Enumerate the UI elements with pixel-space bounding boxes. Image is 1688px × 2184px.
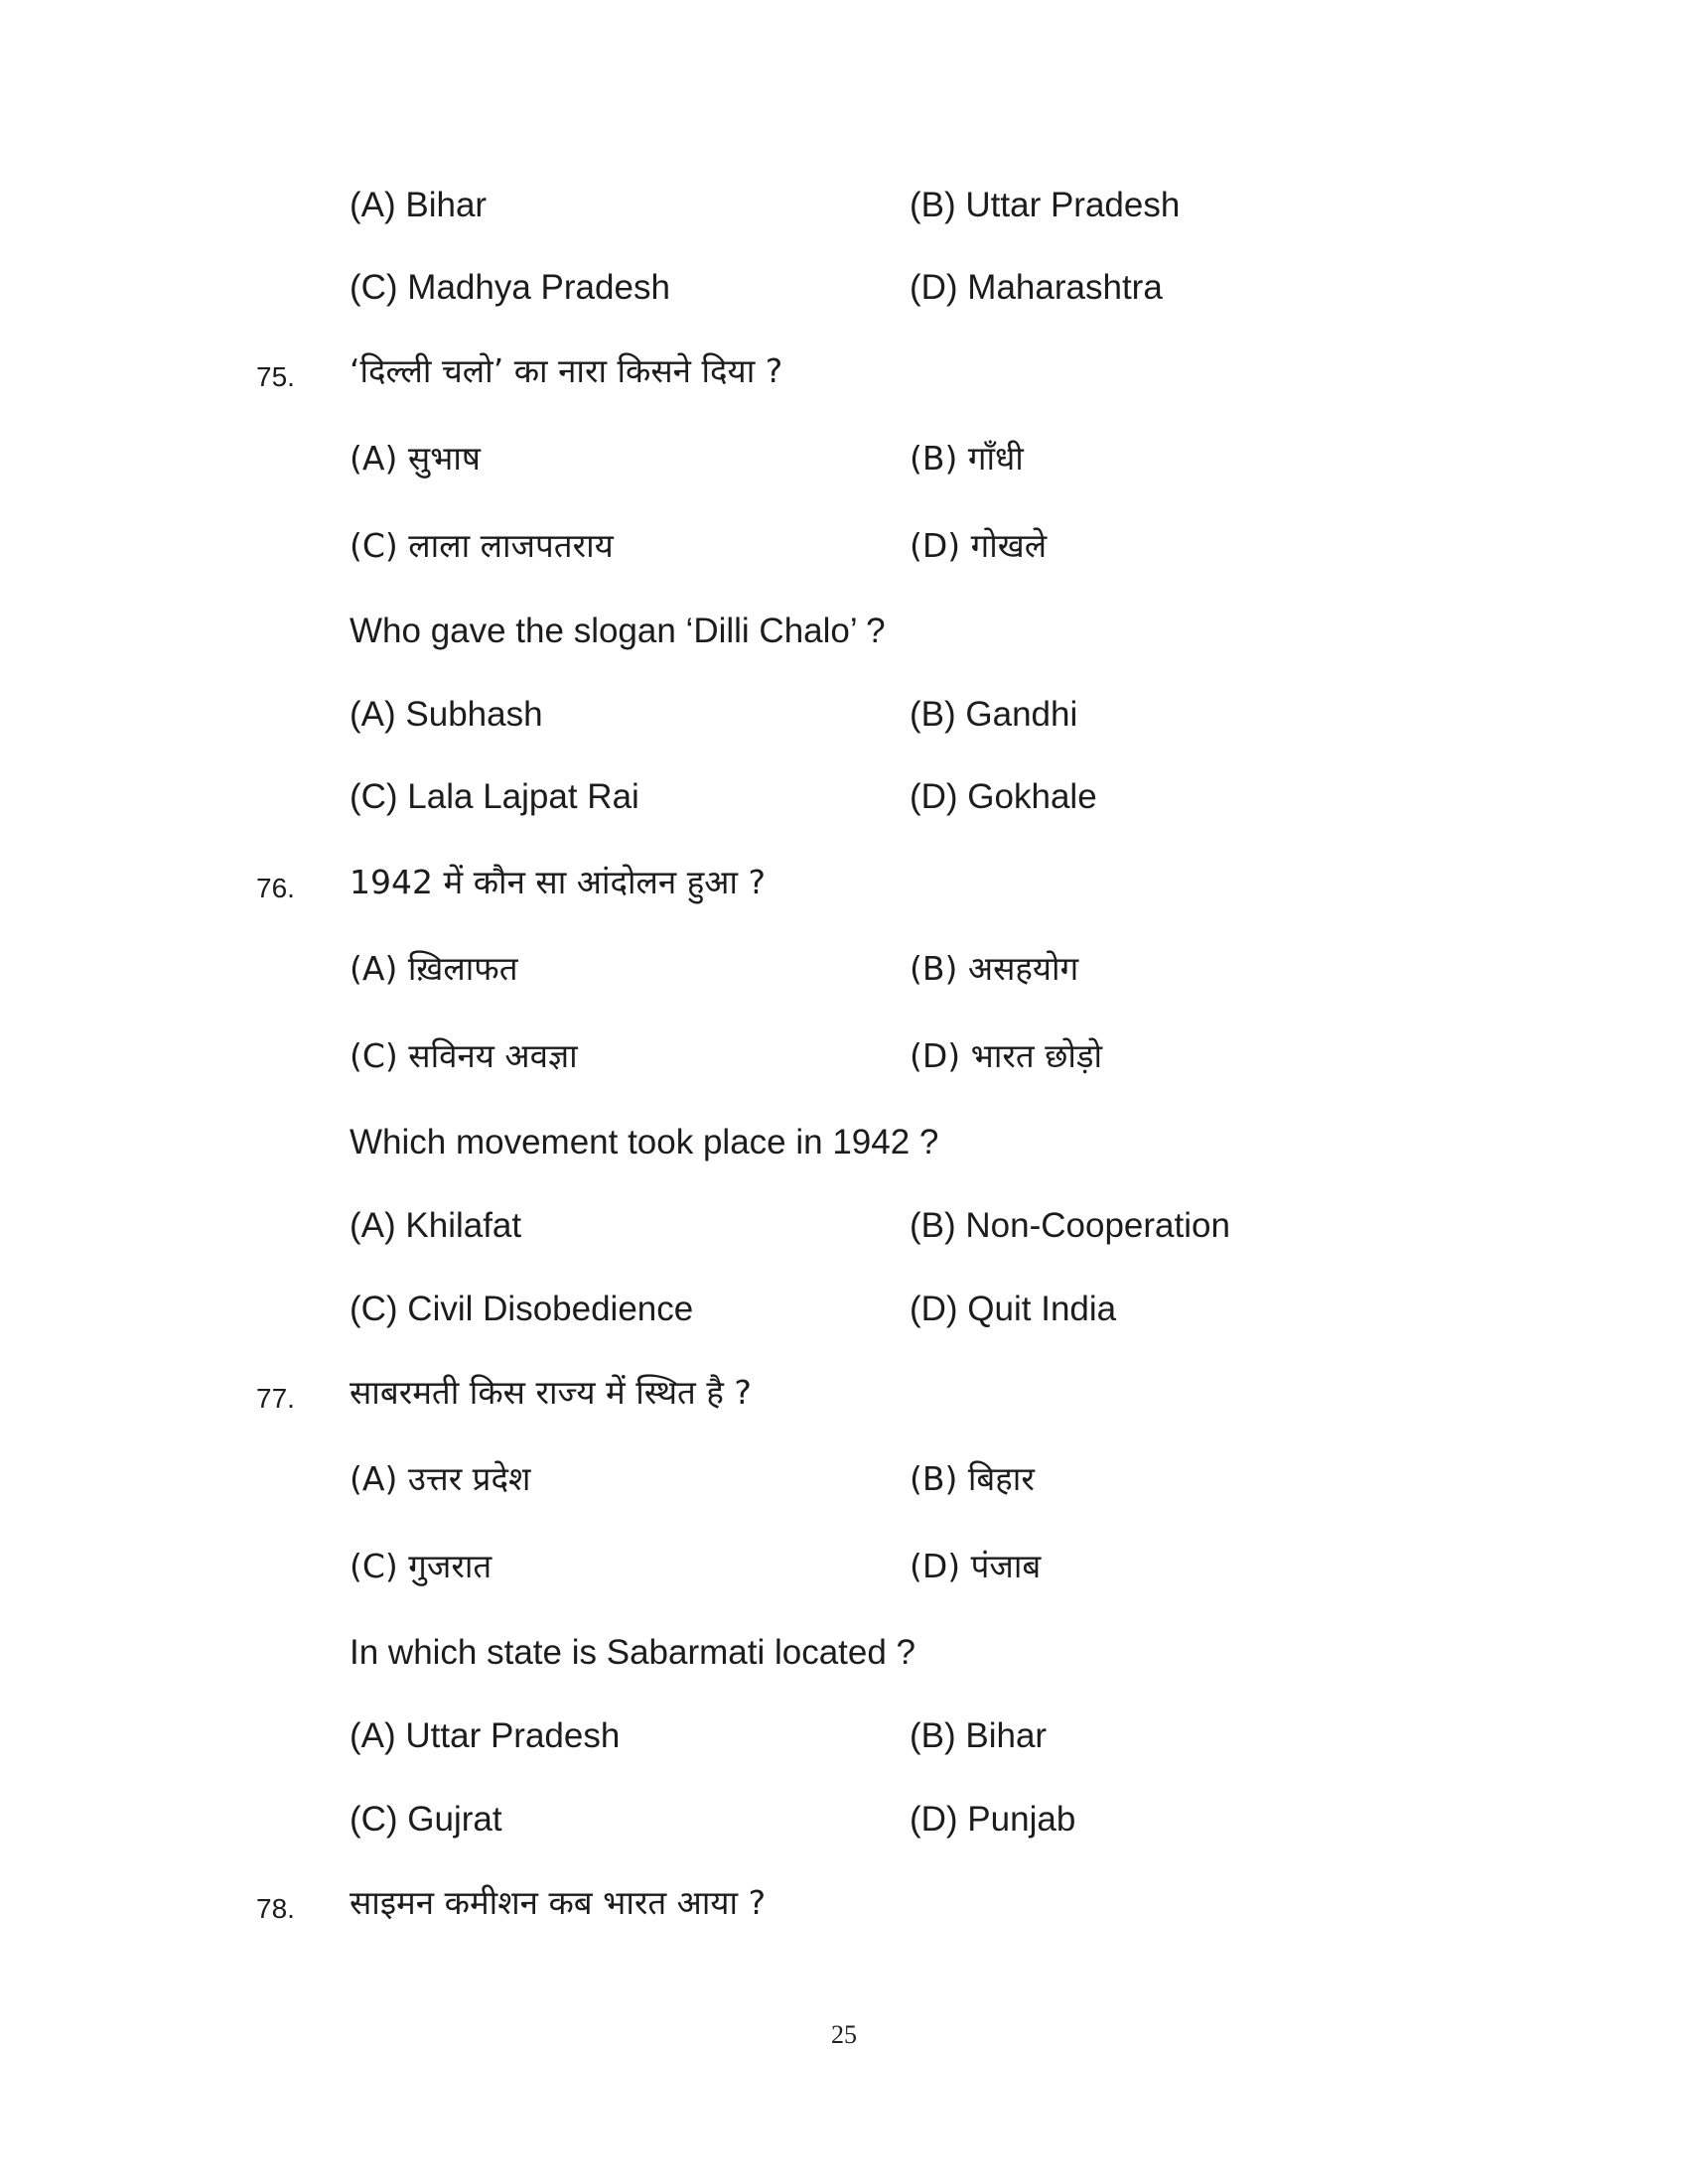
q76-options-en-row-1 [0, 1196, 1688, 1256]
q77-question-hi: साबरमती किस राज्य में स्थित है ? [350, 1373, 752, 1412]
q75-options-hi-row-2 [0, 516, 1688, 576]
q76-question-hi: 1942 में कौन सा आंदोलन हुआ ? [350, 863, 766, 901]
q74-options-row-1 [0, 176, 1688, 235]
q76-option-en-b: (B) Non-Cooperation [910, 1206, 1230, 1245]
q76-option-hi-d: (D) भारत छोड़ो [910, 1036, 1103, 1075]
q76-option-en-c: (C) Civil Disobedience [350, 1290, 694, 1328]
page-number: 25 [831, 2020, 857, 2049]
q76-option-en-d: (D) Quit India [910, 1290, 1117, 1328]
q77-question-hi-row [0, 1363, 1688, 1423]
q78-question-hi-row [0, 1873, 1688, 1933]
q77-option-hi-a: (A) उत्तर प्रदेश [350, 1459, 531, 1498]
q76-question-en-row [0, 1113, 1688, 1172]
q77-options-en-row-1 [0, 1706, 1688, 1766]
q76-option-hi-a: (A) ख़िलाफत [350, 949, 518, 988]
q75-option-en-d: (D) Gokhale [910, 777, 1097, 816]
q76-question-en: Which movement took place in 1942 ? [350, 1123, 939, 1161]
q76-options-hi-row-1 [0, 939, 1688, 999]
q75-question-hi: ‘दिल्ली चलो’ का नारा किसने दिया ? [350, 351, 783, 390]
q77-options-en-row-2 [0, 1790, 1688, 1849]
q77-option-en-b: (B) Bihar [910, 1716, 1048, 1755]
q77-option-en-d: (D) Punjab [910, 1800, 1076, 1839]
q77-option-hi-c: (C) गुजरात [350, 1547, 492, 1585]
q76-option-en-a: (A) Khilafat [350, 1206, 522, 1245]
q75-options-en-row-2 [0, 767, 1688, 827]
q78-number: 78. [256, 1893, 295, 1924]
q75-options-en-row-1 [0, 685, 1688, 745]
q74-option-d: (D) Maharashtra [910, 268, 1163, 307]
q76-number: 76. [256, 873, 295, 903]
q75-option-hi-a: (A) सुभाष [350, 439, 481, 478]
q77-option-hi-b: (B) बिहार [910, 1459, 1035, 1498]
q75-option-en-c: (C) Lala Lajpat Rai [350, 777, 639, 816]
q76-option-hi-b: (B) असहयोग [910, 949, 1079, 988]
q76-options-en-row-2 [0, 1280, 1688, 1339]
q75-options-hi-row-1 [0, 429, 1688, 488]
q74-option-a: (A) Bihar [350, 186, 488, 224]
q77-question-en: In which state is Sabarmati located ? [350, 1633, 916, 1672]
q77-options-hi-row-1 [0, 1449, 1688, 1509]
q74-options-row-2 [0, 258, 1688, 318]
q77-question-en-row [0, 1623, 1688, 1683]
q77-option-en-a: (A) Uttar Pradesh [350, 1716, 621, 1755]
q76-question-hi-row [0, 853, 1688, 912]
q77-options-hi-row-2 [0, 1537, 1688, 1596]
q75-option-hi-d: (D) गोखले [910, 526, 1048, 565]
q74-option-b: (B) Uttar Pradesh [910, 186, 1181, 224]
q77-option-en-c: (C) Gujrat [350, 1800, 502, 1839]
q75-number: 75. [256, 361, 295, 392]
q75-option-hi-c: (C) लाला लाजपतराय [350, 526, 614, 565]
q78-question-hi: साइमन कमीशन कब भारत आया ? [350, 1883, 767, 1922]
q77-number: 77. [256, 1383, 295, 1414]
q75-option-en-a: (A) Subhash [350, 695, 543, 734]
q75-option-hi-b: (B) गाँधी [910, 439, 1024, 478]
q74-option-c: (C) Madhya Pradesh [350, 268, 670, 307]
q77-option-hi-d: (D) पंजाब [910, 1547, 1042, 1585]
q75-question-hi-row [0, 341, 1688, 401]
q76-options-hi-row-2 [0, 1026, 1688, 1086]
q75-question-en: Who gave the slogan ‘Dilli Chalo’ ? [350, 612, 886, 650]
q75-option-en-b: (B) Gandhi [910, 695, 1078, 734]
q76-option-hi-c: (C) सविनय अवज्ञा [350, 1036, 578, 1075]
q75-question-en-row [0, 602, 1688, 661]
